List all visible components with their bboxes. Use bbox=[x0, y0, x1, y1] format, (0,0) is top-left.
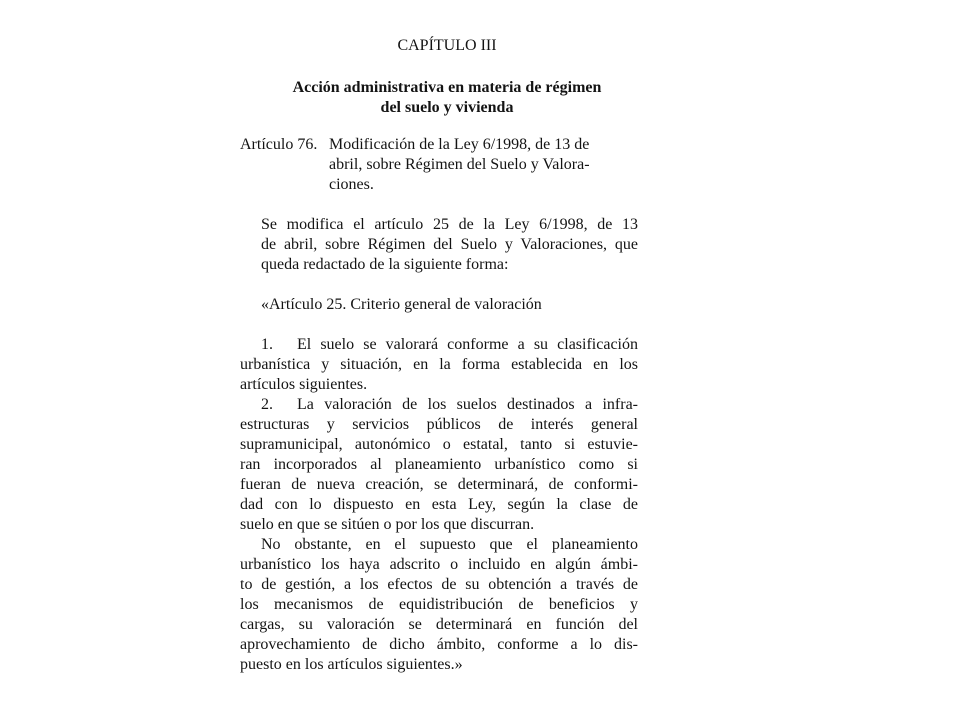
paragraph-line: puesto en los artículos siguientes.» bbox=[240, 656, 463, 673]
paragraph-line: Se modifica el artículo 25 de la Ley 6/1998, de 13 bbox=[261, 216, 638, 233]
numbered-item-1 bbox=[240, 335, 638, 395]
paragraph-line: aprovechamiento de dicho ámbito, conforme a lo dis- bbox=[240, 636, 638, 653]
section-title bbox=[256, 78, 638, 118]
numbered-item-2 bbox=[240, 395, 638, 535]
item-number: 1. bbox=[261, 336, 273, 353]
paragraph-line: fueran de nueva creación, se determinará, de conformi- bbox=[240, 476, 638, 493]
article-heading bbox=[240, 135, 638, 195]
paragraph-line: to de gestión, a los efectos de su obtención a través de bbox=[240, 576, 638, 593]
paragraph-line: queda redactado de la siguiente forma: bbox=[261, 256, 509, 273]
article-subject-line: ciones. bbox=[329, 176, 374, 193]
numbered-paragraphs bbox=[240, 335, 638, 675]
paragraph-line: los mecanismos de equidistribución de beneficios y bbox=[240, 596, 638, 613]
section-title-line: del suelo y vivienda bbox=[380, 99, 514, 116]
quoted-article-title: «Artículo 25. Criterio general de valoración bbox=[261, 296, 542, 313]
paragraph-line: suelo en que se sitúen o por los que discurran. bbox=[240, 516, 535, 533]
article-number: Artículo 76. bbox=[240, 136, 318, 153]
article-subject-line: Modificación de la Ley 6/1998, de 13 de bbox=[329, 136, 590, 153]
paragraph-line: estructuras y servicios públicos de interés general bbox=[240, 416, 638, 433]
paragraph-line: ran incorporados al planeamiento urbanístico como si bbox=[240, 456, 638, 473]
paragraph-line: de abril, sobre Régimen del Suelo y Valoraciones, que bbox=[261, 236, 638, 253]
item-number: 2. bbox=[261, 396, 273, 413]
article-subject-line: abril, sobre Régimen del Suelo y Valora- bbox=[329, 156, 590, 173]
item-text: El suelo se valorará conforme a su clasificación bbox=[297, 336, 638, 353]
paragraph-line: No obstante, en el supuesto que el planeamiento bbox=[261, 536, 638, 553]
document-page bbox=[240, 36, 638, 695]
chapter-heading: CAPÍTULO III bbox=[397, 37, 497, 54]
numbered-item-first-line bbox=[240, 335, 638, 355]
paragraph-line: urbanística y situación, en la forma establecida en los bbox=[240, 356, 638, 373]
paragraph-line: supramunicipal, autonómico o estatal, tanto si estuvie- bbox=[240, 436, 638, 453]
section-title-line: Acción administrativa en materia de régimen bbox=[292, 79, 602, 96]
paragraph-line: urbanístico los haya adscrito o incluido en algún ámbi- bbox=[240, 556, 638, 573]
closing-paragraph bbox=[240, 535, 638, 675]
numbered-item-first-line bbox=[240, 395, 638, 415]
article-subject bbox=[329, 135, 590, 195]
paragraph-line: artículos siguientes. bbox=[240, 376, 368, 393]
item-text: La valoración de los suelos destinados a infra- bbox=[297, 396, 638, 413]
paragraph-line: cargas, su valoración se determinará en función del bbox=[240, 616, 638, 633]
intro-paragraph bbox=[240, 215, 638, 275]
paragraph-line: dad con lo dispuesto en esta Ley, según la clase de bbox=[240, 496, 638, 513]
